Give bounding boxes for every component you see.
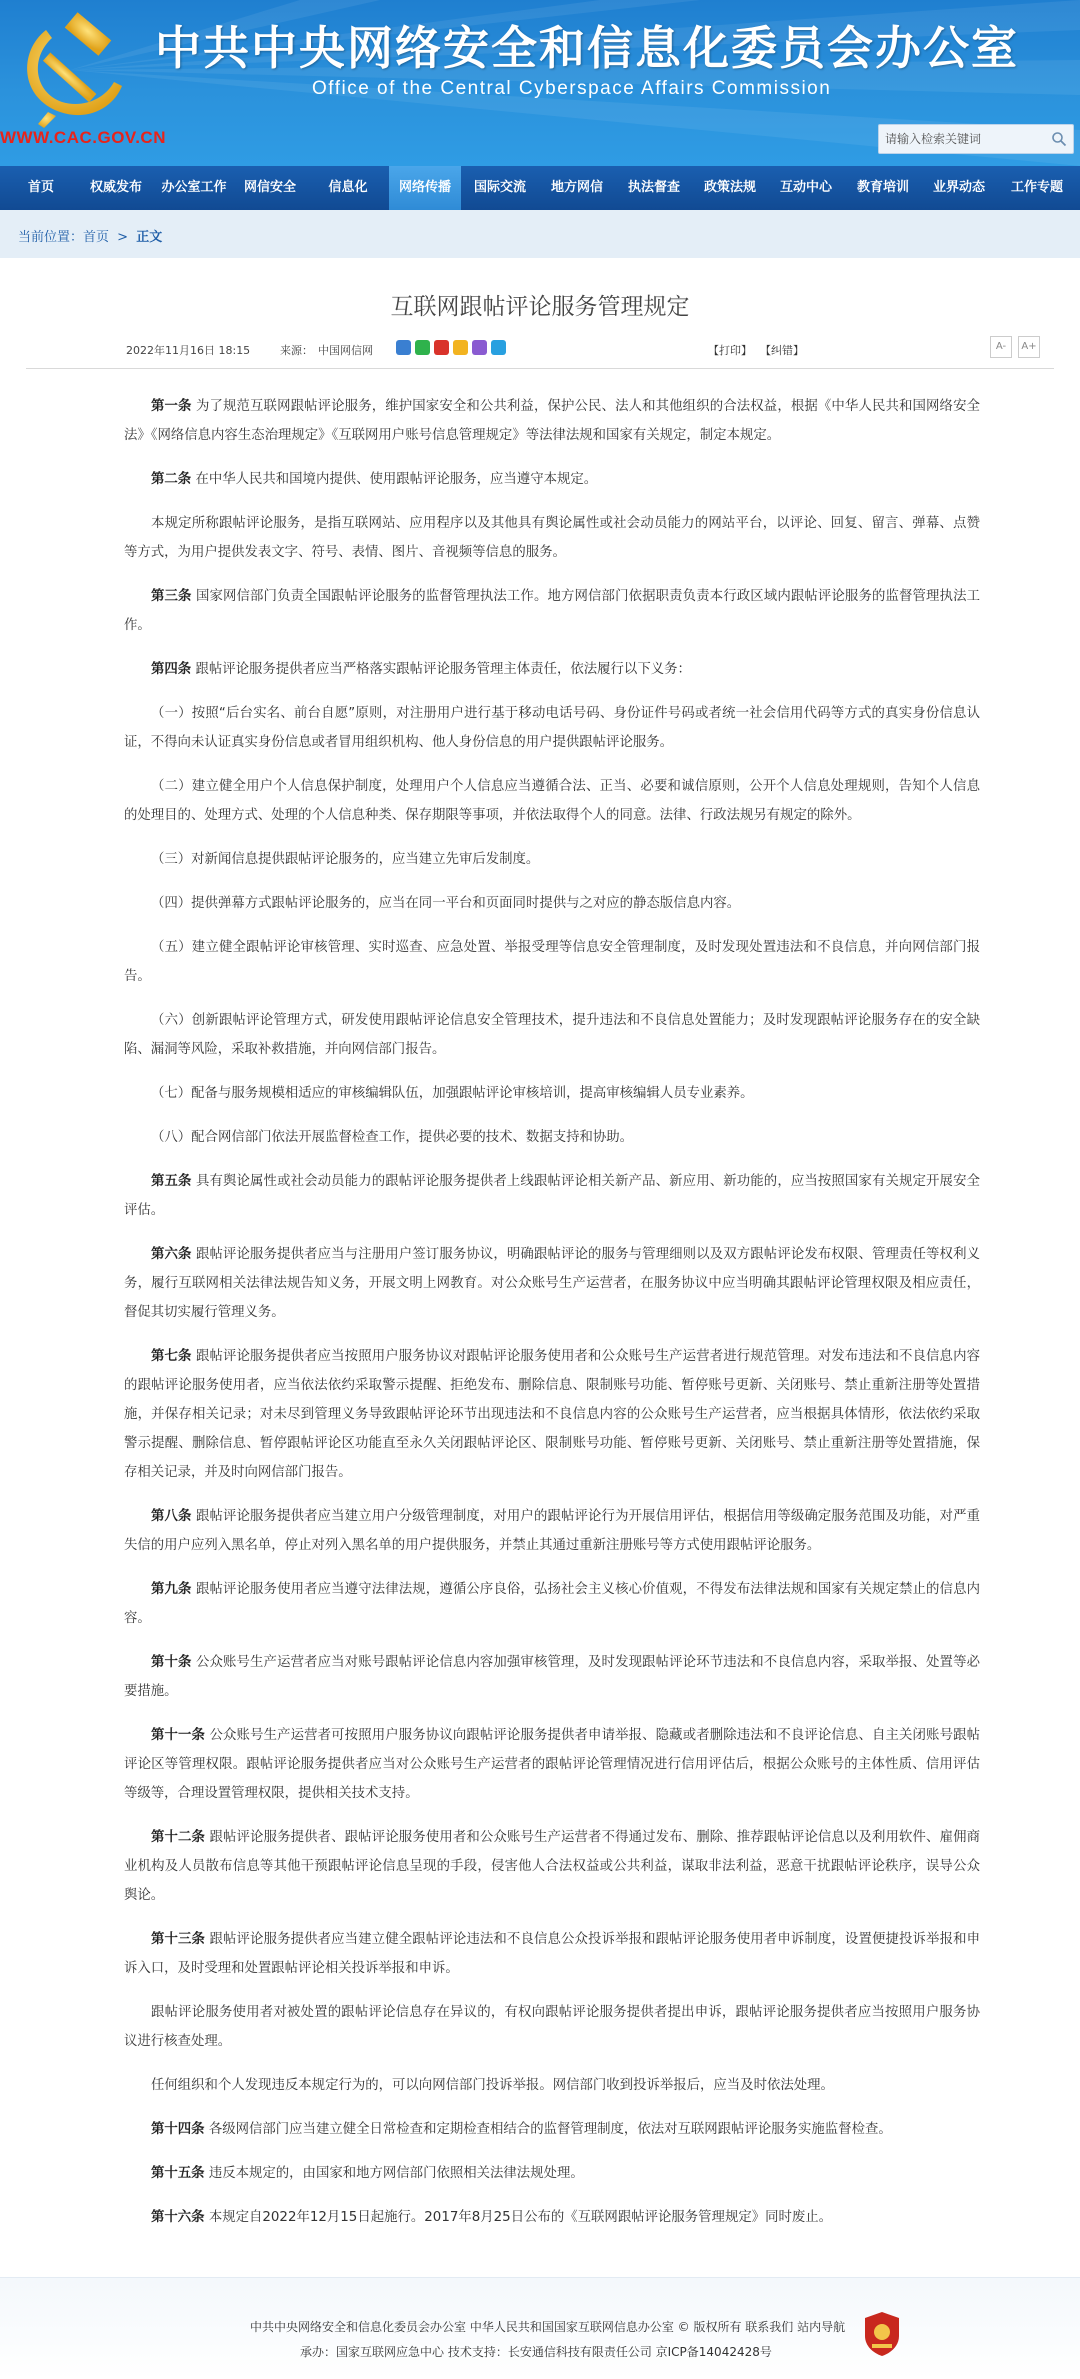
site-footer — [0, 2277, 1080, 2379]
article-paragraph — [124, 1648, 980, 1706]
article-paragraph — [124, 582, 980, 640]
article-body — [124, 392, 980, 2247]
nav-item-law-enforcement[interactable]: 执法督查 — [627, 180, 680, 195]
print-link[interactable]: 【打印】 — [708, 344, 752, 357]
nav-item-industry-news[interactable]: 业界动态 — [932, 180, 985, 195]
article-paragraph — [124, 1342, 980, 1487]
article-clause-heading: 第十二条 — [151, 1830, 206, 1845]
nav-item-local-cyberspace[interactable]: 地方网信 — [550, 180, 603, 195]
breadcrumb-current: 正文 — [136, 230, 163, 245]
article-paragraph-text: （三）对新闻信息提供跟帖评论服务的，应当建立先审后发制度。 — [151, 852, 540, 867]
error-report-link[interactable]: 【纠错】 — [760, 344, 804, 357]
article-paragraph-text: 公众账号生产运营者可按照用户服务协议向跟帖评论服务提供者申请举报、隐藏或者删除违法和不良评论信息、自主关闭账号跟帖评论区等管理权限。跟帖评论服务提供者应当对公众账号生产运营者的跟帖评论管理情况进行信用评估后，根据公众账号的主体性质、信用评估等级等，合理设置管理权限，提供相关技术支持。 — [124, 1728, 981, 1801]
article-paragraph — [124, 845, 980, 874]
article-paragraph-text: （七）配备与服务规模相适应的审核编辑队伍，加强跟帖评论审核培训，提高审核编辑人员专业素养。 — [151, 1086, 754, 1101]
article-paragraph — [124, 1240, 980, 1327]
article-paragraph-text: 跟帖评论服务提供者应当建立健全跟帖评论违法和不良信息公众投诉举报和跟帖评论服务使用者申诉制度，设置便捷投诉举报和申诉入口，及时受理和处置跟帖评论相关投诉举报和申诉。 — [124, 1932, 981, 1976]
article-paragraph-text: 跟帖评论服务提供者应当建立用户分级管理制度，对用户的跟帖评论行为开展信用评估，根据信用等级确定服务范围及功能，对严重失信的用户应列入黑名单，停止对列入黑名单的用户提供服务，并禁止其通过重新注册账号等方式使用跟帖评论服务。 — [124, 1509, 980, 1553]
search-input[interactable] — [885, 128, 1045, 150]
nav-item-office-work[interactable]: 办公室工作 — [161, 180, 227, 195]
article-clause-heading: 第一条 — [151, 399, 192, 414]
article-paragraph-text: 跟帖评论服务使用者应当遵守法律法规，遵循公序良俗，弘扬社会主义核心价值观，不得发布法律法规和国家有关规定禁止的信息内容。 — [124, 1582, 980, 1626]
nav-item-home[interactable]: 首页 — [27, 180, 54, 195]
article-clause-heading: 第十六条 — [151, 2210, 205, 2225]
article-paragraph — [124, 465, 980, 494]
site-header — [0, 0, 1080, 166]
article-clause-heading: 第六条 — [151, 1247, 192, 1262]
nav-item-special-topics[interactable]: 工作专题 — [1010, 180, 1063, 195]
article-paragraph — [124, 2115, 980, 2144]
article-paragraph — [124, 1823, 980, 1910]
site-url[interactable]: WWW.CAC.GOV.CN — [0, 128, 166, 147]
article-paragraph — [124, 2203, 980, 2232]
site-title-chinese: 中共中央网络安全和信息化委员会办公室 — [155, 21, 1019, 75]
footer-copyright: 中共中央网络安全和信息化委员会办公室 中华人民共和国国家互联网信息办公室 © 版权所有 联系我们 站内导航 — [250, 2320, 846, 2334]
article-paragraph-text: 为了规范互联网跟帖评论服务，维护国家安全和公共利益，保护公民、法人和其他组织的合法权益，根据《中华人民共和国网络安全法》《网络信息内容生态治理规定》《互联网用户账号信息管理规定》等法律法规和国家有关规定，制定本规定。 — [124, 399, 980, 443]
article-paragraph — [124, 1575, 980, 1633]
article-clause-heading: 第十条 — [151, 1655, 192, 1670]
article-clause-heading: 第二条 — [151, 472, 192, 487]
article-paragraph — [124, 889, 980, 918]
breadcrumb — [18, 226, 162, 245]
wechat-share-icon[interactable] — [415, 340, 430, 355]
title-divider — [26, 368, 1054, 369]
article-paragraph-text: 具有舆论属性或社会动员能力的跟帖评论服务提供者上线跟帖评论相关新产品、新应用、新功能的，应当按照国家有关规定开展安全评估。 — [124, 1174, 980, 1218]
article-clause-heading: 第十一条 — [151, 1728, 206, 1743]
nav-item-policies-regulations[interactable]: 政策法规 — [703, 180, 756, 195]
article-clause-heading: 第四条 — [151, 662, 192, 677]
government-site-badge-icon[interactable] — [862, 2310, 902, 2358]
nav-item-international-exchange[interactable]: 国际交流 — [473, 180, 526, 195]
breadcrumb-bar — [0, 210, 1080, 258]
footer-credits: 承办：国家互联网应急中心 技术支持：长安通信科技有限责任公司 京ICP备14042428号 — [300, 2345, 772, 2359]
search-box — [878, 124, 1074, 154]
article-paragraph-text: 公众账号生产运营者应当对账号跟帖评论信息内容加强审核管理，及时发现跟帖评论环节违法和不良信息内容，采取举报、处置等必要措施。 — [124, 1655, 980, 1699]
qzone-share-icon[interactable] — [453, 340, 468, 355]
breadcrumb-separator: > — [117, 230, 129, 245]
article-paragraph-text: （五）建立健全跟帖评论审核管理、实时巡查、应急处置、举报受理等信息安全管理制度，及时发现处置违法和不良信息，并向网信部门报告。 — [124, 940, 980, 984]
article-paragraph-text: 跟帖评论服务提供者、跟帖评论服务使用者和公众账号生产运营者不得通过发布、删除、推荐跟帖评论信息以及利用软件、雇佣商业机构及人员散布信息等其他干预跟帖评论信息呈现的手段，侵害他人合法权益或公共利益，谋取非法利益，恶意干扰跟帖评论秩序，误导公众舆论。 — [124, 1830, 981, 1903]
nav-item-cyber-security[interactable]: 网信安全 — [243, 180, 296, 195]
article-paragraph — [124, 699, 980, 757]
article-paragraph-text: （四）提供弹幕方式跟帖评论服务的，应当在同一平台和页面同时提供与之对应的静态版信息内容。 — [151, 896, 741, 911]
article-paragraph-text: 各级网信部门应当建立健全日常检查和定期检查相结合的监督管理制度，依法对互联网跟帖评论服务实施监督检查。 — [208, 2122, 892, 2137]
article-paragraph-text: 跟帖评论服务提供者应当与注册用户签订服务协议，明确跟帖评论的服务与管理细则以及双方跟帖评论发布权限、管理责任等权利义务，履行互联网相关法律法规告知义务，开展文明上网教育。对公众账号生产运营者，在服务协议中应当明确其跟帖评论管理权限及相应责任，督促其切实履行管理义务。 — [124, 1247, 980, 1320]
article-clause-heading: 第八条 — [151, 1509, 192, 1524]
article-paragraph-text: 在中华人民共和国境内提供、使用跟帖评论服务，应当遵守本规定。 — [195, 472, 598, 487]
search-icon[interactable] — [1051, 131, 1067, 147]
article-paragraph-text: （一）按照“后台实名、前台自愿”原则，对注册用户进行基于移动电话号码、身份证件号码或者统一社会信用代码等方式的真实身份信息认证，不得向未认证真实身份信息或者冒用组织机构、他人身份信息的用户提供跟帖评论服务。 — [124, 706, 980, 750]
source-label: 来源： — [280, 344, 313, 357]
breadcrumb-prefix: 当前位置： — [18, 230, 84, 245]
main-nav — [0, 166, 1080, 210]
nav-item-informatization[interactable]: 信息化 — [328, 180, 368, 195]
article-paragraph-text: 国家网信部门负责全国跟帖评论服务的监督管理执法工作。地方网信部门依据职责负责本行政区域内跟帖评论服务的监督管理执法工作。 — [124, 589, 980, 633]
nav-item-interaction-center[interactable]: 互动中心 — [779, 180, 832, 195]
article-paragraph — [124, 1721, 980, 1808]
nav-item-authoritative-release[interactable]: 权威发布 — [89, 180, 142, 195]
site-title-english: Office of the Central Cyberspace Affairs Commission — [312, 78, 832, 99]
article-paragraph — [124, 1925, 980, 1983]
article-clause-heading: 第十五条 — [151, 2166, 205, 2181]
article-paragraph-text: 本规定所称跟帖评论服务，是指互联网站、应用程序以及其他具有舆论属性或社会动员能力的网站平台，以评论、回复、留言、弹幕、点赞等方式，为用户提供发表文字、符号、表情、图片、音视频等信息的服务。 — [124, 516, 980, 560]
article-title: 互联网跟帖评论服务管理规定 — [390, 294, 690, 320]
article-paragraph — [124, 1167, 980, 1225]
article-paragraph — [124, 1123, 980, 1152]
article-paragraph-text: （六）创新跟帖评论管理方式，研发使用跟帖评论信息安全管理技术，提升违法和不良信息处置能力；及时发现跟帖评论服务存在的安全缺陷、漏洞等风险，采取补救措施，并向网信部门报告。 — [124, 1013, 980, 1057]
article-paragraph — [124, 509, 980, 567]
article-paragraph — [124, 2071, 980, 2100]
article-paragraph — [124, 1998, 980, 2056]
article-clause-heading: 第五条 — [151, 1174, 192, 1189]
article-paragraph-text: 违反本规定的，由国家和地方网信部门依照相关法律法规处理。 — [208, 2166, 584, 2181]
article-paragraph — [124, 772, 980, 830]
article-paragraph — [124, 2159, 980, 2188]
weibo-share-icon[interactable] — [434, 340, 449, 355]
article-paragraph — [124, 1079, 980, 1108]
article-clause-heading: 第七条 — [151, 1349, 192, 1364]
article-clause-heading: 第三条 — [151, 589, 192, 604]
article-paragraph-text: 任何组织和个人发现违反本规定行为的，可以向网信部门投诉举报。网信部门收到投诉举报后，应当及时依法处理。 — [151, 2078, 834, 2093]
article-paragraph — [124, 933, 980, 991]
article-paragraph-text: 跟帖评论服务提供者应当严格落实跟帖评论服务管理主体责任，依法履行以下义务： — [195, 662, 691, 677]
qq-share-icon[interactable] — [491, 340, 506, 355]
nav-item-network-communication[interactable]: 网络传播 — [389, 166, 461, 210]
article-paragraph-text: （八）配合网信部门依法开展监督检查工作，提供必要的技术、数据支持和协助。 — [151, 1130, 634, 1145]
font-decrease-button[interactable]: A- — [990, 336, 1012, 358]
renren-share-icon[interactable] — [472, 340, 487, 355]
article-paragraph-text: 跟帖评论服务提供者应当按照用户服务协议对跟帖评论服务使用者和公众账号生产运营者进行规范管理。对发布违法和不良信息内容的跟帖评论服务使用者，应当依法依约采取警示提醒、拒绝发布、删除信息、限制账号功能、暂停账号更新、关闭账号、禁止重新注册等处置措施，并保存相关记录；对未尽到管理义务导致跟帖评论环节出现违法和不良信息内容的公众账号生产运营者，应当根据具体情形，依法依约采取警示提醒、删除信息、暂停跟帖评论区功能直至永久关闭跟帖评论区、限制账号功能、暂停账号更新、关闭账号、禁止重新注册等处置措施，保存相关记录，并及时向网信部门报告。 — [124, 1349, 980, 1480]
publish-date: 2022年11月16日 18:15 — [126, 344, 251, 357]
article-clause-heading: 第十三条 — [151, 1932, 206, 1947]
article-paragraph — [124, 392, 980, 450]
article-meta — [0, 332, 1080, 366]
party-emblem-logo — [10, 2, 140, 132]
article-paragraph — [124, 655, 980, 684]
source-name: 中国网信网 — [318, 344, 373, 357]
nav-item-education-training[interactable]: 教育培训 — [856, 180, 909, 195]
share-add-icon[interactable] — [396, 340, 411, 355]
breadcrumb-home-link[interactable]: 首页 — [83, 230, 110, 245]
article-paragraph — [124, 1502, 980, 1560]
article-paragraph-text: 本规定自2022年12月15日起施行。2017年8月25日公布的《互联网跟帖评论服务管理规定》同时废止。 — [208, 2210, 833, 2225]
font-increase-button[interactable]: A+ — [1018, 336, 1040, 358]
article-paragraph-text: （二）建立健全用户个人信息保护制度，处理用户个人信息应当遵循合法、正当、必要和诚信原则，公开个人信息处理规则，告知个人信息的处理目的、处理方式、处理的个人信息种类、保存期限等事项，并依法取得个人的同意。法律、行政法规另有规定的除外。 — [124, 779, 980, 823]
article-paragraph-text: 跟帖评论服务使用者对被处置的跟帖评论信息存在异议的，有权向跟帖评论服务提供者提出申诉，跟帖评论服务提供者应当按照用户服务协议进行核查处理。 — [124, 2005, 980, 2049]
article-clause-heading: 第十四条 — [151, 2122, 205, 2137]
article-clause-heading: 第九条 — [151, 1582, 192, 1597]
article-paragraph — [124, 1006, 980, 1064]
